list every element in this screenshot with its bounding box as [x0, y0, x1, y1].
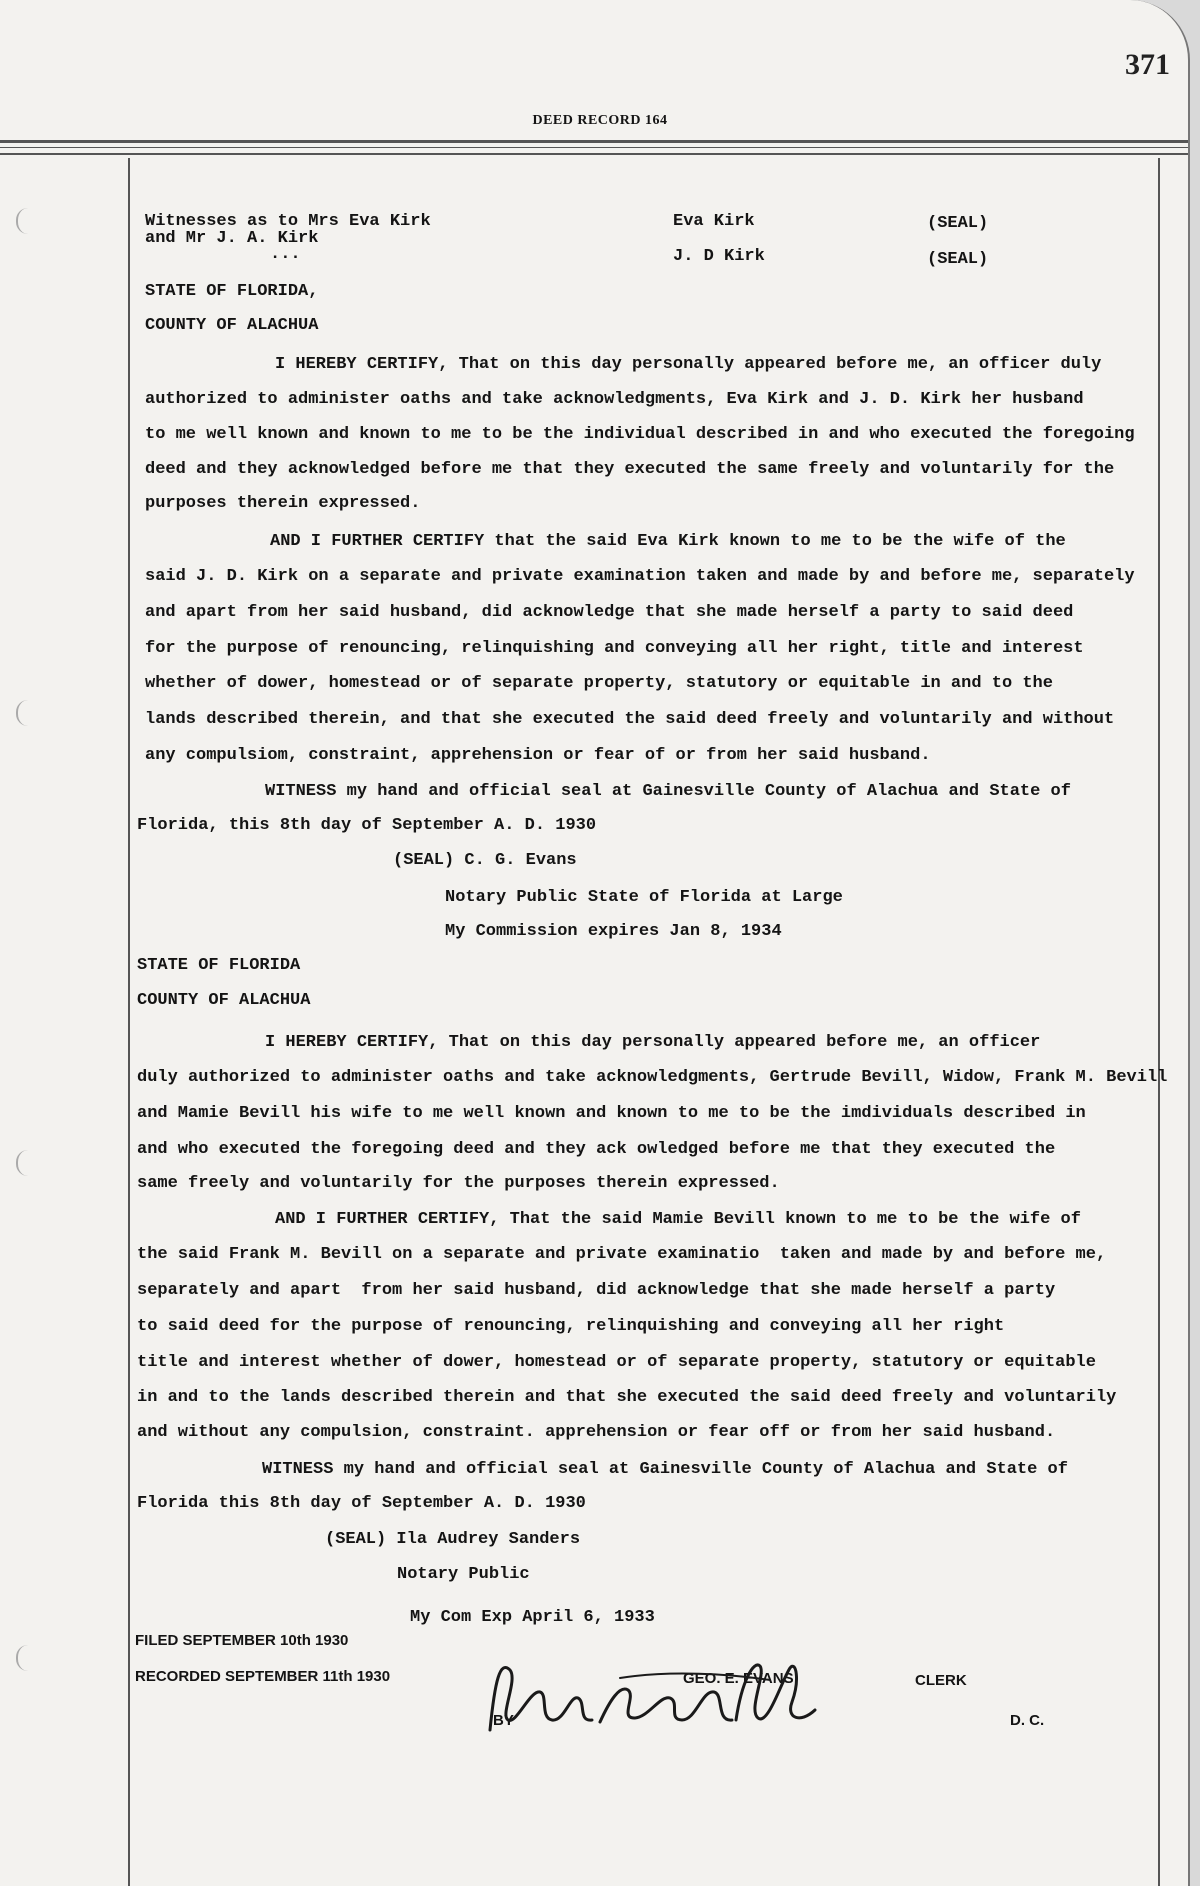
- ack-text-line: the said Frank M. Bevill on a separate and private examinatio taken and made by and before me,: [137, 1245, 1107, 1264]
- binding-hole: [16, 208, 40, 234]
- ack-text-line: and Mamie Bevill his wife to me well known and known to me to be the imdividuals described in: [137, 1104, 1086, 1123]
- left-margin-line: [128, 158, 130, 1886]
- header-rule: [0, 140, 1188, 143]
- ack-text-line: AND I FURTHER CERTIFY that the said Eva Kirk known to me to be the wife of the: [270, 532, 1066, 551]
- witnesses-label-2: and Mr J. A. Kirk: [145, 229, 319, 248]
- header-rule-lower: [0, 153, 1188, 155]
- notary-seal-line: (SEAL) C. G. Evans: [393, 851, 577, 870]
- deputy-clerk-label: D. C.: [1010, 1712, 1045, 1729]
- county-heading: COUNTY OF ALACHUA: [145, 316, 319, 335]
- clerk-name: GEO. E. EVANS: [683, 1670, 794, 1687]
- right-margin-line: [1158, 158, 1160, 1886]
- state-heading: STATE OF FLORIDA: [137, 956, 301, 975]
- ack-text-line: I HEREBY CERTIFY, That on this day personally appeared before me, an officer duly: [275, 355, 1102, 374]
- ack-text-line: authorized to administer oaths and take acknowledgments, Eva Kirk and J. D. Kirk her husband: [145, 390, 1084, 409]
- handwritten-signature: [470, 1640, 850, 1750]
- page-number: 371: [1125, 48, 1170, 81]
- ack-text-line: to me well known and known to me to be the individual described in and who executed the foregoing: [145, 425, 1135, 444]
- book-title: DEED RECORD 164: [532, 113, 668, 128]
- ack-text-line: separately and apart from her said husband, did acknowledge that she made herself a party: [137, 1281, 1056, 1300]
- notary-title: Notary Public State of Florida at Large: [445, 888, 843, 907]
- ack-text-line: title and interest whether of dower, homestead or of separate property, statutory or equitable: [137, 1353, 1096, 1372]
- by-label: BY: [493, 1712, 514, 1729]
- witness-line: WITNESS my hand and official seal at Gainesville County of Alachua and State of: [265, 782, 1071, 801]
- notary-commission: My Com Exp April 6, 1933: [410, 1608, 655, 1627]
- ack-text-line: for the purpose of renouncing, relinquishing and conveying all her right, title and interest: [145, 639, 1084, 658]
- witnesses-label: Witnesses as to Mrs Eva Kirk: [145, 212, 431, 231]
- ack-text-line: and who executed the foregoing deed and they ack owledged before me that they executed the: [137, 1140, 1056, 1159]
- notary-commission: My Commission expires Jan 8, 1934: [445, 922, 782, 941]
- county-heading: COUNTY OF ALACHUA: [137, 991, 311, 1010]
- witness-date-line: Florida this 8th day of September A. D. 1930: [137, 1494, 586, 1513]
- witness-line: WITNESS my hand and official seal at Gainesville County of Alachua and State of: [262, 1460, 1068, 1479]
- ack-text-line: in and to the lands described therein and that she executed the said deed freely and voluntarily: [137, 1388, 1117, 1407]
- ack-text-line: said J. D. Kirk on a separate and private examination taken and made by and before me, separately: [145, 567, 1135, 586]
- ack-text-line: whether of dower, homestead or of separate property, statutory or equitable in and to the: [145, 674, 1053, 693]
- ack-text-line: and without any compulsion, constraint. apprehension or fear off or from her said husband.: [137, 1423, 1056, 1442]
- notary-title: Notary Public: [397, 1565, 530, 1584]
- ack-text-line: any compulsiom, constraint, apprehension or fear of or from her said husband.: [145, 746, 931, 765]
- clerk-title: CLERK: [915, 1672, 967, 1689]
- ack-text-line: lands described therein, and that she executed the said deed freely and voluntarily and without: [145, 710, 1115, 729]
- notary-seal-line: (SEAL) Ila Audrey Sanders: [325, 1530, 581, 1549]
- signer-jd-kirk: J. D Kirk: [673, 247, 765, 266]
- ellipsis: ...: [270, 245, 301, 264]
- ack-text-line: AND I FURTHER CERTIFY, That the said Mamie Bevill known to me to be the wife of: [275, 1210, 1081, 1229]
- ack-text-line: deed and they acknowledged before me that they executed the same freely and voluntarily for the: [145, 460, 1115, 479]
- state-heading: STATE OF FLORIDA,: [145, 282, 319, 301]
- ack-text-line: I HEREBY CERTIFY, That on this day personally appeared before me, an officer: [265, 1033, 1041, 1052]
- ack-text-line: and apart from her said husband, did acknowledge that she made herself a party to said deed: [145, 603, 1074, 622]
- binding-hole: [16, 700, 40, 726]
- ack-text-line: duly authorized to administer oaths and take acknowledgments, Gertrude Bevill, Widow, Frank M. Bevill: [137, 1068, 1168, 1087]
- signer-eva-kirk: Eva Kirk: [673, 212, 755, 231]
- recorded-date: RECORDED SEPTEMBER 11th 1930: [135, 1668, 391, 1685]
- ack-text-line: same freely and voluntarily for the purposes therein expressed.: [137, 1174, 780, 1193]
- seal-label: (SEAL): [927, 214, 989, 233]
- ack-text-line: purposes therein expressed.: [145, 494, 421, 513]
- witness-date-line: Florida, this 8th day of September A. D. 1930: [137, 816, 597, 835]
- binding-hole: [16, 1645, 40, 1671]
- header-rule-thin: [0, 147, 1188, 148]
- seal-label: (SEAL): [927, 250, 989, 269]
- binding-hole: [16, 1150, 40, 1176]
- filed-date: FILED SEPTEMBER 10th 1930: [135, 1632, 349, 1649]
- ack-text-line: to said deed for the purpose of renouncing, relinquishing and conveying all her right: [137, 1317, 1005, 1336]
